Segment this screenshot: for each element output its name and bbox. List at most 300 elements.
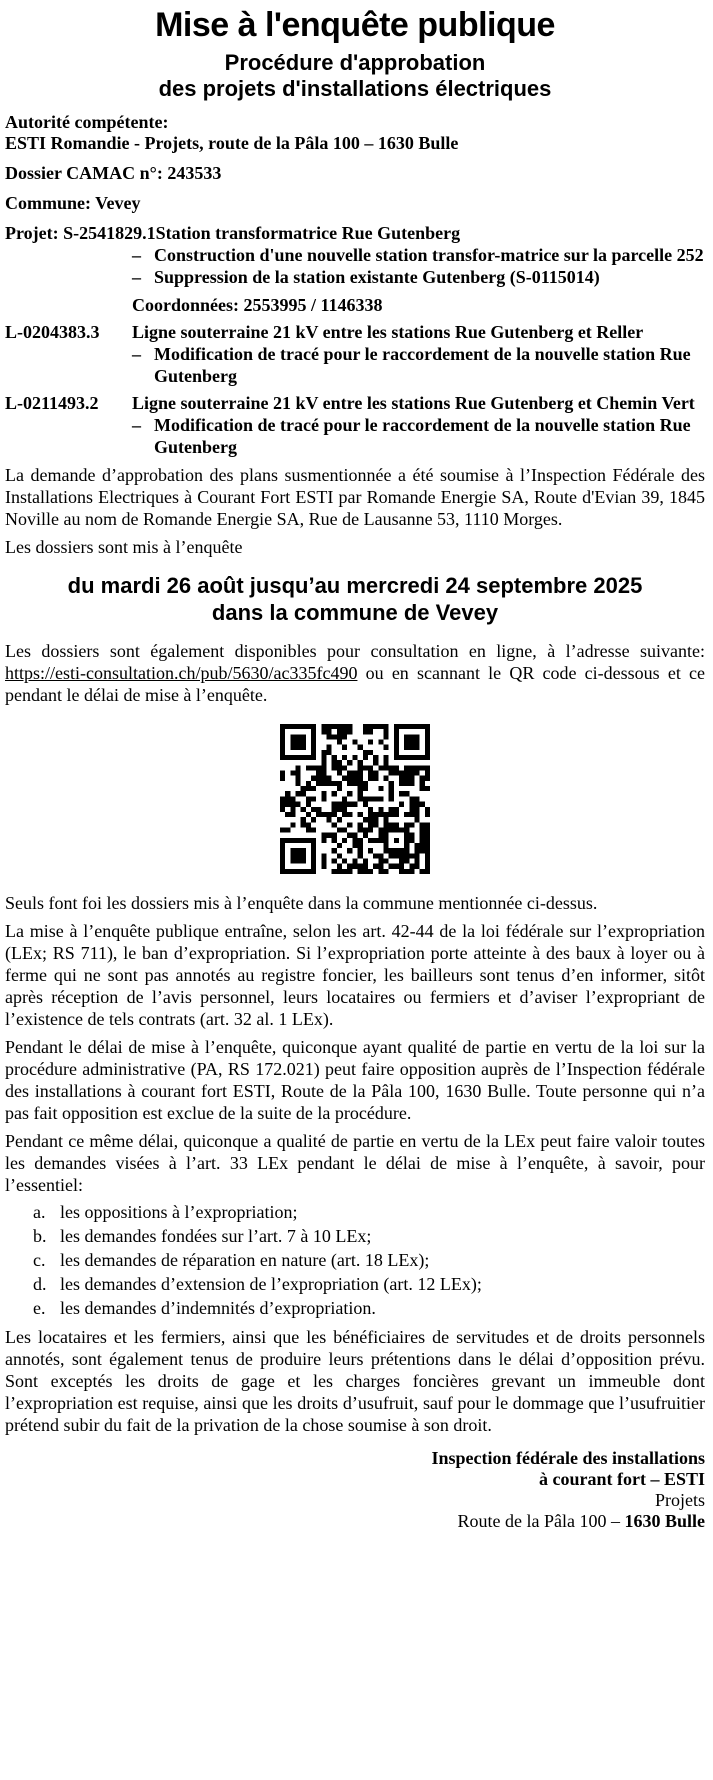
qr-module (311, 776, 316, 781)
qr-module (280, 734, 285, 739)
qr-module (420, 827, 425, 832)
qr-module (332, 734, 337, 739)
qr-module (399, 848, 404, 853)
qr-module (409, 807, 414, 812)
subtitle-line-1: Procédure d'approbation (224, 50, 486, 75)
list-item: c. les demandes de réparation en nature (art. 18 LEx); (33, 1250, 430, 1270)
qr-module (399, 776, 404, 781)
subtitle-line-2: des projets d'installations électriques (158, 76, 552, 101)
qr-module (285, 812, 290, 817)
qr-module (394, 848, 399, 853)
qr-module (327, 812, 332, 817)
qr-module (342, 776, 347, 781)
qr-module (378, 833, 383, 838)
qr-module (378, 869, 383, 874)
qr-module (378, 724, 383, 729)
qr-module (352, 781, 357, 786)
qr-container (5, 724, 705, 874)
qr-module (394, 807, 399, 812)
qr-module (404, 740, 409, 745)
qr-module (409, 734, 414, 739)
qr-module (394, 740, 399, 745)
qr-module (347, 822, 352, 827)
qr-module (311, 750, 316, 755)
qr-module (301, 740, 306, 745)
qr-module (389, 796, 394, 801)
qr-module (316, 812, 321, 817)
qr-module (280, 858, 285, 863)
line-row (5, 393, 705, 414)
qr-module (383, 848, 388, 853)
qr-module (342, 755, 347, 760)
qr-module (280, 853, 285, 858)
qr-module (409, 869, 414, 874)
qr-module (373, 776, 378, 781)
qr-module (311, 817, 316, 822)
qr-module (311, 765, 316, 770)
qr-module (425, 833, 430, 838)
qr-module (296, 740, 301, 745)
project-title: Station transformatrice Rue Gutenberg (155, 223, 461, 243)
qr-module (296, 853, 301, 858)
qr-module (363, 817, 368, 822)
qr-module (311, 838, 316, 843)
qr-module (332, 833, 337, 838)
qr-module (296, 848, 301, 853)
qr-module (378, 864, 383, 869)
qr-module (378, 853, 383, 858)
qr-module (296, 802, 301, 807)
qr-module (409, 853, 414, 858)
list-item: – Construction d'une nouvelle station transfor-matrice sur la parcelle 252 (132, 245, 704, 265)
qr-module (301, 745, 306, 750)
qr-module (409, 776, 414, 781)
qr-module (342, 827, 347, 832)
qr-module (337, 869, 342, 874)
qr-module (358, 791, 363, 796)
qr-module (363, 729, 368, 734)
qr-module (409, 755, 414, 760)
qr-module (394, 755, 399, 760)
qr-module (347, 864, 352, 869)
qr-module (389, 827, 394, 832)
qr-module (332, 822, 337, 827)
qr-module (420, 838, 425, 843)
qr-module (420, 843, 425, 848)
dossier-number: Dossier CAMAC n°: 243533 (5, 163, 222, 183)
qr-module (368, 750, 373, 755)
commune: Commune: Vevey (5, 193, 141, 213)
paragraph-tenants: Les locataires et les fermiers, ainsi que les bénéficiaires de servitudes et de droits personnels annotés, sont également tenus de produire leurs prétentions dans le délai d’opposition prévu. Sont exceptés les droits de gage et les charges foncières grevant un immeuble dont l’expropriation est requise, ainsi que les droits d’usufruit, sauf pour le dommage que l’usufruitier prétend subir du fait de la privation de la chose soumise à son droit. (5, 1327, 705, 1435)
qr-module (363, 796, 368, 801)
qr-module (296, 771, 301, 776)
qr-module (368, 827, 373, 832)
qr-module (296, 734, 301, 739)
signature-line-4: Route de la Pâla 100 – 1630 Bulle (457, 1511, 705, 1531)
qr-module (347, 869, 352, 874)
qr-module (321, 791, 326, 796)
qr-module (389, 822, 394, 827)
qr-module (301, 848, 306, 853)
qr-module (306, 827, 311, 832)
qr-module (280, 807, 285, 812)
qr-module (358, 864, 363, 869)
qr-module (306, 812, 311, 817)
qr-module (414, 864, 419, 869)
qr-module (321, 781, 326, 786)
qr-module (409, 740, 414, 745)
qr-module (311, 827, 316, 832)
authority-label: Autorité compétente: (5, 112, 169, 132)
qr-module (280, 796, 285, 801)
qr-module (383, 755, 388, 760)
qr-module (378, 827, 383, 832)
qr-module (311, 796, 316, 801)
dash-marker: – (132, 344, 141, 364)
qr-module (352, 838, 357, 843)
qr-module (425, 745, 430, 750)
qr-module (311, 734, 316, 739)
qr-module (301, 838, 306, 843)
qr-module (337, 786, 342, 791)
qr-module (399, 869, 404, 874)
qr-module (327, 745, 332, 750)
qr-module (378, 765, 383, 770)
qr-module (327, 724, 332, 729)
qr-module (358, 843, 363, 848)
qr-module (342, 858, 347, 863)
paragraph-online: Les dossiers sont également disponibles pour consultation en ligne, à l’adresse suivante: https://esti-consultation.ch/pub/5630/ac335fc490 ou en scannant le QR code ci-dessous et ce pendant le délai de mise à l’enquête. (5, 641, 705, 705)
qr-module (332, 781, 337, 786)
qr-module (425, 776, 430, 781)
qr-module (327, 729, 332, 734)
qr-module (290, 755, 295, 760)
qr-module (394, 745, 399, 750)
qr-module (404, 781, 409, 786)
qr-module (363, 765, 368, 770)
qr-module (425, 765, 430, 770)
qr-module (363, 833, 368, 838)
qr-module (280, 869, 285, 874)
qr-module (306, 822, 311, 827)
qr-module (352, 864, 357, 869)
qr-module (378, 796, 383, 801)
qr-module (404, 765, 409, 770)
qr-module (311, 729, 316, 734)
qr-module (383, 817, 388, 822)
qr-module (347, 760, 352, 765)
qr-module (352, 833, 357, 838)
qr-module (321, 853, 326, 858)
qr-module (306, 869, 311, 874)
qr-module (352, 740, 357, 745)
qr-module (383, 729, 388, 734)
qr-module (404, 843, 409, 848)
qr-module (280, 745, 285, 750)
qr-module (280, 740, 285, 745)
qr-module (337, 765, 342, 770)
qr-module (347, 771, 352, 776)
line-row (5, 322, 705, 343)
qr-module (363, 858, 368, 863)
qr-module (337, 760, 342, 765)
qr-module (358, 838, 363, 843)
qr-module (409, 822, 414, 827)
qr-module (373, 853, 378, 858)
qr-module (296, 745, 301, 750)
qr-module (399, 864, 404, 869)
paragraph-ban: La mise à l’enquête publique entraîne, selon les art. 42-44 de la loi fédérale sur l’expropriation (LEx; RS 711), le ban d’expropriation. Si l’expropriation porte atteinte à des baux à loyer ou à ferme qui ne sont pas annotés au registre foncier, les bailleurs sont tenus d’en informer, sitôt après réception de l’avis personnel, leurs locataires ou fermiers et d’aviser l’expropriant de l’existence de tels contrats (art. 32 al. 1 LEx). (5, 921, 705, 1029)
qr-module (363, 869, 368, 874)
qr-module (409, 796, 414, 801)
qr-module (425, 750, 430, 755)
qr-module (394, 864, 399, 869)
qr-module (425, 734, 430, 739)
qr-module (404, 755, 409, 760)
qr-module (383, 724, 388, 729)
qr-module (290, 802, 295, 807)
qr-module (394, 724, 399, 729)
qr-module (383, 838, 388, 843)
qr-module (383, 833, 388, 838)
qr-module (316, 807, 321, 812)
qr-module (316, 781, 321, 786)
qr-module (290, 745, 295, 750)
qr-module (425, 869, 430, 874)
qr-module (337, 734, 342, 739)
qr-module (280, 729, 285, 734)
qr-module (358, 869, 363, 874)
qr-module (290, 858, 295, 863)
consultation-link[interactable]: https://esti-consultation.ch/pub/5630/ac335fc490 (5, 663, 358, 683)
qr-module (311, 740, 316, 745)
qr-module (342, 812, 347, 817)
qr-module (373, 760, 378, 765)
qr-module (285, 791, 290, 796)
qr-module (342, 838, 347, 843)
qr-module (383, 869, 388, 874)
qr-module (368, 729, 373, 734)
qr-module (337, 781, 342, 786)
dash-marker: – (132, 267, 141, 287)
qr-module (404, 724, 409, 729)
qr-module (342, 729, 347, 734)
qr-module (306, 765, 311, 770)
qr-module (420, 848, 425, 853)
qr-module (404, 848, 409, 853)
qr-module (373, 812, 378, 817)
qr-module (409, 765, 414, 770)
qr-module (285, 755, 290, 760)
qr-module (332, 838, 337, 843)
qr-module (306, 838, 311, 843)
project-items (132, 244, 705, 288)
qr-module (332, 760, 337, 765)
qr-module (327, 734, 332, 739)
signature-line-3: Projets (654, 1490, 705, 1510)
qr-module (389, 812, 394, 817)
qr-module (373, 838, 378, 843)
qr-module (368, 724, 373, 729)
qr-module (342, 724, 347, 729)
list-item: – Modification de tracé pour le raccordement de la nouvelle station Rue Gutenberg (132, 344, 691, 386)
qr-module (368, 822, 373, 827)
qr-module (301, 853, 306, 858)
qr-module (316, 776, 321, 781)
qr-module (327, 781, 332, 786)
list-item: d. les demandes d’extension de l’expropriation (art. 12 LEx); (33, 1274, 482, 1294)
qr-module (389, 853, 394, 858)
qr-module (332, 802, 337, 807)
qr-module (342, 734, 347, 739)
qr-module (301, 817, 306, 822)
qr-module (327, 776, 332, 781)
qr-module (332, 765, 337, 770)
line-items (132, 343, 705, 387)
qr-module (347, 724, 352, 729)
qr-module (280, 843, 285, 848)
qr-module (425, 827, 430, 832)
qr-module (285, 827, 290, 832)
qr-module (358, 827, 363, 832)
qr-module (332, 858, 337, 863)
qr-module (383, 858, 388, 863)
qr-module (363, 864, 368, 869)
qr-module (296, 724, 301, 729)
qr-module (373, 817, 378, 822)
qr-module (414, 807, 419, 812)
qr-module (394, 750, 399, 755)
qr-module (425, 771, 430, 776)
qr-module (425, 812, 430, 817)
qr-module (378, 807, 383, 812)
qr-module (404, 812, 409, 817)
qr-module (409, 745, 414, 750)
qr-module (347, 776, 352, 781)
qr-module (420, 776, 425, 781)
qr-module (404, 869, 409, 874)
qr-module (321, 812, 326, 817)
qr-module (306, 786, 311, 791)
qr-module (368, 740, 373, 745)
qr-module (280, 827, 285, 832)
qr-module (342, 745, 347, 750)
qr-module (337, 864, 342, 869)
qr-module (321, 765, 326, 770)
qr-module (389, 786, 394, 791)
paragraph-enquete: Les dossiers sont mis à l’enquête (5, 537, 243, 557)
qr-module (306, 802, 311, 807)
qr-module (420, 833, 425, 838)
qr-module (425, 786, 430, 791)
list-item: a. les oppositions à l’expropriation; (33, 1202, 298, 1222)
qr-module (290, 724, 295, 729)
qr-module (414, 796, 419, 801)
qr-module (389, 791, 394, 796)
qr-module (399, 791, 404, 796)
qr-module (368, 869, 373, 874)
qr-module (378, 858, 383, 863)
enquete-period (5, 572, 705, 626)
qr-module (290, 812, 295, 817)
qr-module (290, 807, 295, 812)
qr-module (337, 740, 342, 745)
line-code: L-0211493.2 (5, 393, 99, 413)
qr-module (425, 724, 430, 729)
qr-module (296, 869, 301, 874)
qr-module (399, 858, 404, 863)
qr-module (368, 807, 373, 812)
authority-value: ESTI Romandie - Projets, route de la Pâla 100 – 1630 Bulle (5, 133, 459, 153)
qr-module (337, 843, 342, 848)
list-item: – Modification de tracé pour le raccordement de la nouvelle station Rue Gutenberg (132, 415, 691, 457)
qr-module (358, 822, 363, 827)
qr-module (425, 858, 430, 863)
enquete-dates: du mardi 26 août jusqu’au mercredi 24 septembre 2025 (67, 573, 643, 598)
qr-code-icon[interactable] (280, 724, 430, 874)
qr-module (285, 838, 290, 843)
qr-module (332, 812, 337, 817)
qr-module (280, 771, 285, 776)
qr-module (296, 755, 301, 760)
qr-module (414, 745, 419, 750)
qr-module (337, 802, 342, 807)
qr-module (316, 765, 321, 770)
qr-module (358, 812, 363, 817)
qr-module (404, 827, 409, 832)
qr-module (285, 724, 290, 729)
qr-module (368, 848, 373, 853)
qr-module (420, 822, 425, 827)
qr-module (342, 802, 347, 807)
qr-module (358, 745, 363, 750)
qr-module (358, 786, 363, 791)
qr-module (347, 729, 352, 734)
qr-module (296, 838, 301, 843)
qr-module (409, 802, 414, 807)
qr-module (306, 781, 311, 786)
qr-module (425, 729, 430, 734)
qr-module (420, 869, 425, 874)
qr-module (368, 765, 373, 770)
qr-module (404, 745, 409, 750)
qr-module (327, 833, 332, 838)
qr-module (409, 864, 414, 869)
qr-module (290, 853, 295, 858)
qr-module (347, 812, 352, 817)
qr-module (425, 853, 430, 858)
qr-module (404, 858, 409, 863)
qr-module (420, 765, 425, 770)
qr-module (383, 776, 388, 781)
project-code: Projet: S-2541829.1 (5, 223, 156, 243)
qr-module (414, 740, 419, 745)
qr-module (290, 740, 295, 745)
qr-module (389, 848, 394, 853)
line-title: Ligne souterraine 21 kV entre les stations Rue Gutenberg et Reller (132, 322, 644, 342)
qr-module (373, 796, 378, 801)
qr-module (332, 724, 337, 729)
qr-module (311, 786, 316, 791)
qr-module (414, 853, 419, 858)
qr-module (321, 771, 326, 776)
qr-module (409, 724, 414, 729)
page-title: Mise à l'enquête publique (155, 6, 555, 44)
qr-module (420, 755, 425, 760)
qr-module (301, 807, 306, 812)
qr-module (399, 781, 404, 786)
qr-module (409, 812, 414, 817)
